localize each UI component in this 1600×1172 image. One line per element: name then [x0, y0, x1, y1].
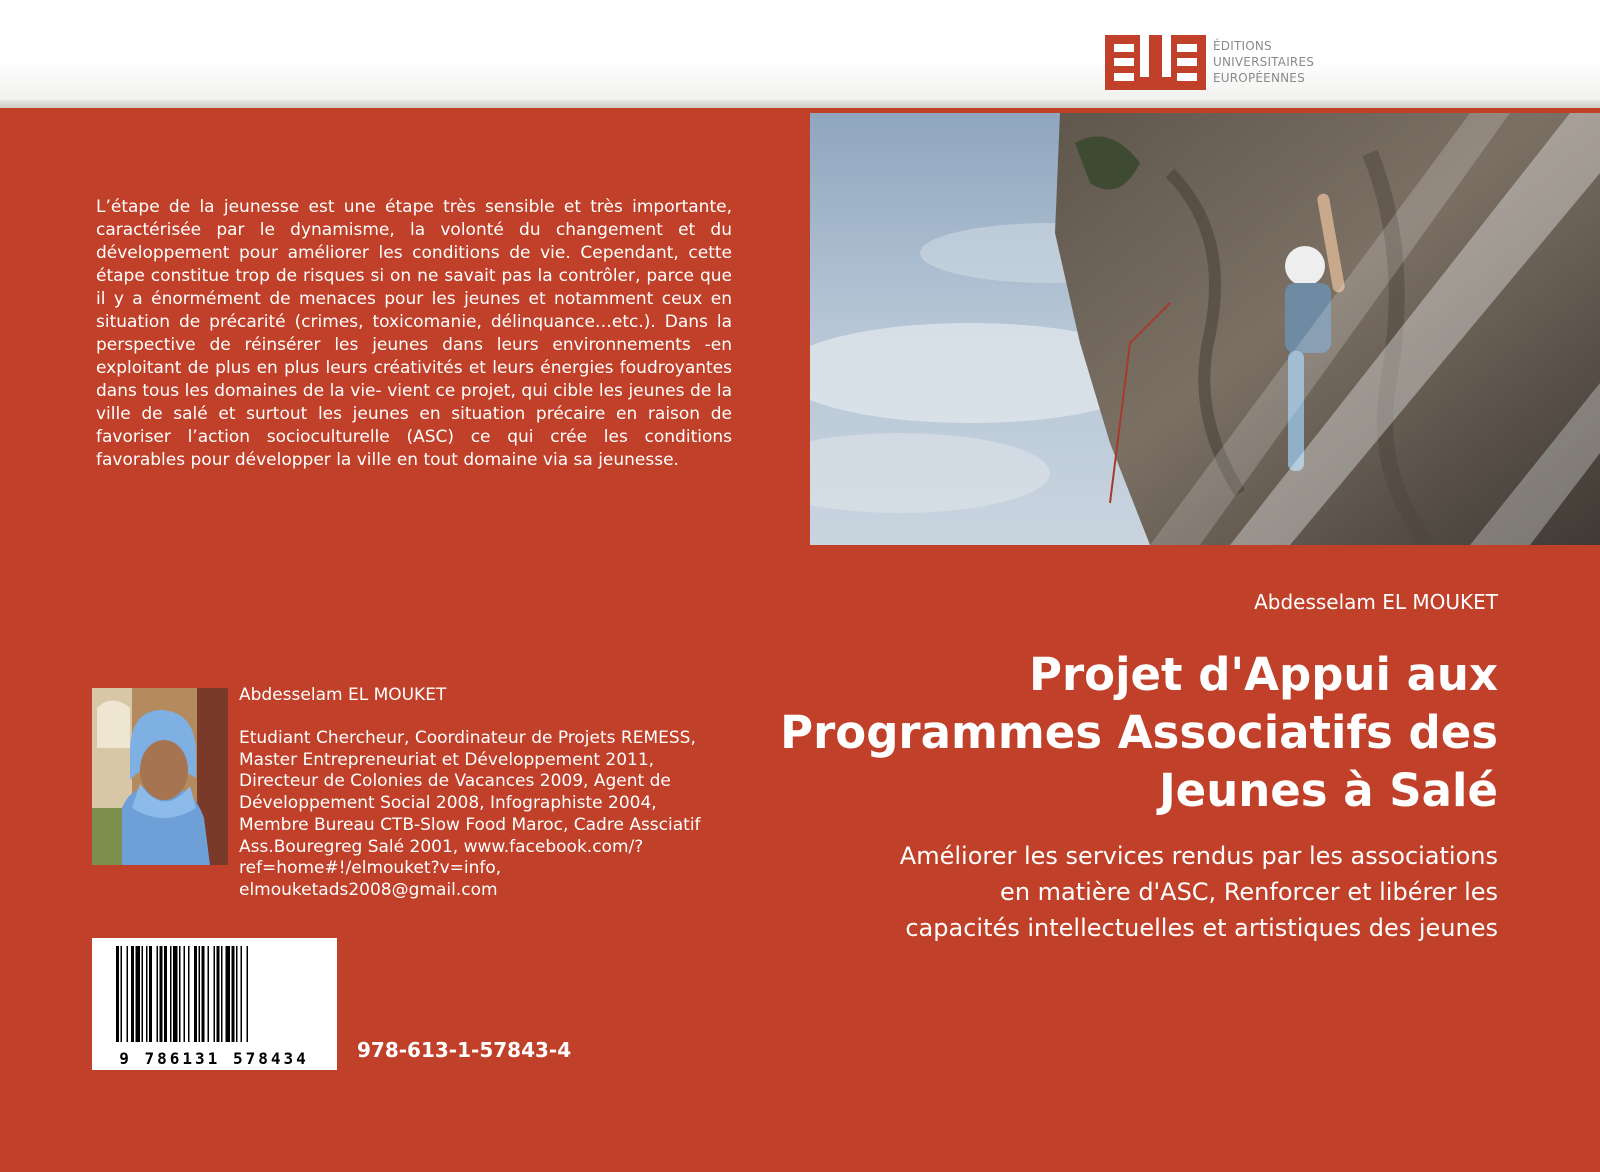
front-cover-author: Abdesselam EL MOUKET [1254, 590, 1498, 614]
barcode-bar [202, 946, 205, 1042]
barcode-bar [131, 946, 134, 1042]
author-portrait [92, 688, 228, 865]
barcode-bar [164, 946, 167, 1042]
isbn-number: 978-613-1-57843-4 [357, 1038, 572, 1062]
author-bio-line: Master Entrepreneuriat et Développement 2011, [239, 749, 655, 770]
barcode-bar [221, 946, 223, 1042]
barcode-bar [149, 946, 152, 1042]
barcode-bar [188, 946, 190, 1042]
barcode-bar [232, 946, 235, 1042]
barcode-bar [173, 946, 178, 1042]
barcode-bar [247, 946, 249, 1042]
book-subtitle-line: Améliorer les services rendus par les associations [899, 842, 1498, 870]
book-subtitle [778, 838, 1498, 946]
publisher-name-line: UNIVERSITAIRES [1213, 55, 1315, 69]
book-subtitle-line: en matière d'ASC, Renforcer et libérer les [1000, 878, 1498, 906]
barcode-digits: 9 786131 578434 [119, 1049, 309, 1068]
barcode-bar [214, 946, 216, 1042]
barcode-bar [146, 946, 148, 1042]
barcode-bar [121, 946, 123, 1042]
barcode-bar [199, 946, 201, 1042]
author-bio [239, 728, 709, 902]
barcode-bar [157, 946, 159, 1042]
barcode-bar [194, 946, 197, 1042]
book-title-line: Jeunes à Salé [1158, 764, 1498, 817]
isbn-barcode [92, 938, 337, 1070]
cover-climbing-photo [810, 113, 1600, 545]
barcode-bar [217, 946, 220, 1042]
barcode-bar [116, 946, 119, 1042]
author-name: Abdesselam EL MOUKET [239, 685, 447, 705]
back-cover-summary: L’étape de la jeunesse est une étape très sensible et très importante, caractérisée par le dynamisme, la volonté du changement et du développement pour améliorer les conditions de vie. Cependant, cette étape constitue trop de risques si on ne savait pas la contrôler, parce que il y a énormément de menaces pour les jeunes et notamment ceux en situation de précarité (crimes, toxicomanie, délinquance…etc.). Dans la perspective de réinsérer les jeunes dans leurs environnements -en exploitant de plus en plus leurs créativités et leurs énergies foudroyantes dans tous les domaines de la vie- vient ce projet, qui cible les jeunes de la ville de salé et surtout les jeunes en situation précaire en raison de favoriser l’action socioculturelle (ASC) ce qui crée les conditions favorables pour développer la ville en tout domaine via sa jeunesse. [96, 197, 732, 470]
author-bio-line: Membre Bureau CTB-Slow Food Maroc, Cadre Assciatif [239, 814, 701, 835]
barcode-bar [160, 946, 163, 1042]
book-title [778, 646, 1498, 820]
publisher-name [1213, 38, 1314, 86]
barcode-bar [179, 946, 181, 1042]
header-divider [0, 100, 1600, 108]
barcode-bar [226, 946, 231, 1042]
publisher-header [0, 0, 1600, 108]
publisher-logo-icon [1105, 35, 1206, 90]
author-bio-line: Etudiant Chercheur, Coordinateur de Projets REMESS, [239, 728, 696, 748]
author-bio-line: Directeur de Colonies de Vacances 2009, Agent de [239, 771, 671, 792]
book-subtitle-line: capacités intellectuelles et artistiques des jeunes [905, 914, 1498, 942]
barcode-bar [236, 946, 238, 1042]
book-title-line: Programmes Associatifs des [780, 706, 1498, 759]
book-title-line: Projet d'Appui aux [1028, 648, 1498, 701]
barcode-bar [170, 946, 172, 1042]
barcode-bar [127, 946, 129, 1042]
barcode-bar [136, 946, 141, 1042]
barcode-icon [92, 938, 337, 1070]
barcode-bar [208, 946, 210, 1042]
barcode-bar [142, 946, 144, 1042]
author-bio-line: Développement Social 2008, Infographiste 2004, [239, 793, 657, 814]
barcode-bar [184, 946, 186, 1042]
publisher-name-line: ÉDITIONS [1213, 39, 1272, 53]
publisher-name-line: EUROPÉENNES [1213, 71, 1305, 85]
author-bio-line: Ass.Bouregreg Salé 2001, www.facebook.com/? [239, 836, 644, 857]
author-bio-line: elmouketads2008@gmail.com [239, 879, 498, 900]
barcode-bar [241, 946, 243, 1042]
author-bio-line: ref=home#!/elmouket?v=info, [239, 858, 502, 879]
